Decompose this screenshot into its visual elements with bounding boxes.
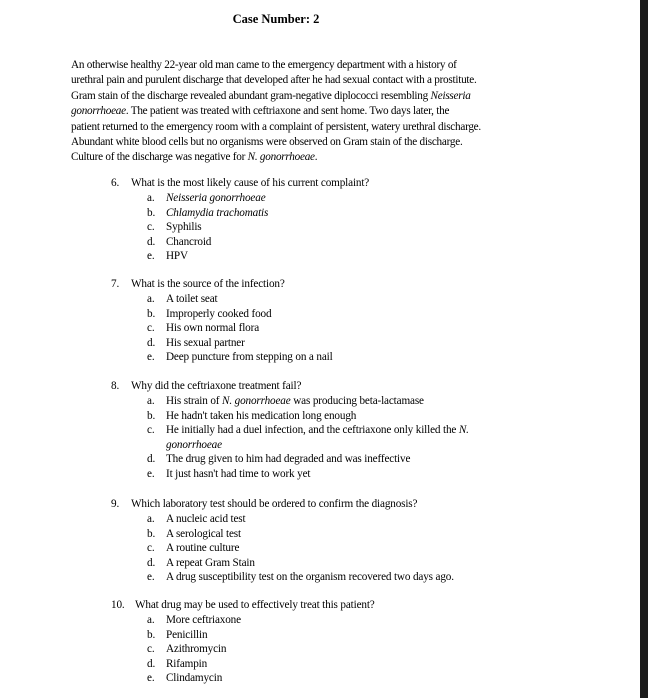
text-run: Clindamycin bbox=[166, 672, 223, 685]
text-run: Gram stain of the discharge revealed abundant gram-negative diplococci resembling bbox=[71, 89, 431, 102]
text-run: A toilet seat bbox=[166, 293, 218, 305]
paragraph-line bbox=[71, 104, 571, 119]
answer-option bbox=[111, 235, 551, 250]
option-letter: d. bbox=[147, 235, 156, 248]
option-letter: c. bbox=[147, 643, 155, 656]
answer-option bbox=[111, 249, 551, 264]
text-run: A routine culture bbox=[166, 542, 240, 555]
text-run: A drug susceptibility test on the organism recovered two days ago. bbox=[166, 571, 454, 584]
option-text bbox=[166, 642, 226, 657]
question-7 bbox=[111, 277, 551, 365]
option-text bbox=[166, 570, 454, 585]
option-text bbox=[166, 321, 259, 336]
option-text bbox=[166, 307, 271, 322]
option-text bbox=[166, 235, 211, 250]
answer-option bbox=[111, 541, 551, 556]
text-run: A serological test bbox=[166, 527, 241, 540]
paragraph-line bbox=[71, 73, 571, 88]
answer-option bbox=[111, 628, 551, 643]
text-run: Penicillin bbox=[166, 628, 208, 641]
question-text: What is the most likely cause of his current complaint? bbox=[131, 177, 370, 189]
question-text: Why did the ceftriaxone treatment fail? bbox=[131, 380, 302, 392]
option-text bbox=[166, 556, 255, 571]
option-text bbox=[166, 350, 333, 365]
answer-option bbox=[111, 527, 551, 542]
option-letter: c. bbox=[147, 322, 155, 335]
option-letter: b. bbox=[147, 527, 156, 540]
answer-option bbox=[111, 467, 551, 482]
text-run: More ceftriaxone bbox=[166, 614, 241, 626]
question-stem bbox=[111, 277, 551, 292]
question-stem bbox=[111, 176, 551, 191]
text-run: His sexual partner bbox=[166, 336, 245, 349]
question-number: 10. bbox=[111, 599, 125, 611]
option-text bbox=[166, 249, 188, 264]
answer-option bbox=[111, 350, 551, 365]
text-run: The drug given to him had degraded and was ineffective bbox=[166, 453, 411, 466]
text-run: was producing beta-lactamase bbox=[290, 395, 424, 407]
option-letter: d. bbox=[147, 336, 156, 349]
option-text bbox=[166, 467, 310, 482]
option-letter: e. bbox=[147, 571, 155, 584]
option-letter: a. bbox=[147, 395, 155, 407]
option-letter: e. bbox=[147, 467, 155, 480]
text-run: His strain of bbox=[166, 395, 223, 407]
option-text bbox=[166, 423, 469, 452]
option-letter: a. bbox=[147, 293, 155, 305]
text-run: Chancroid bbox=[166, 235, 212, 248]
text-run: Azithromycin bbox=[166, 643, 227, 656]
text-run: Syphilis bbox=[166, 221, 202, 234]
question-8 bbox=[111, 379, 551, 482]
option-text bbox=[166, 527, 241, 542]
paragraph-line bbox=[71, 135, 571, 150]
italic-text: Neisseria gonorrhoeae bbox=[166, 192, 266, 204]
question-number: 7. bbox=[111, 278, 120, 290]
text-run: A nucleic acid test bbox=[166, 513, 246, 525]
option-text bbox=[166, 541, 239, 556]
italic-text: Neisseria bbox=[430, 89, 471, 102]
option-text bbox=[166, 452, 410, 467]
option-text bbox=[166, 206, 268, 221]
text-run: He initially had a duel infection, and the ceftriaxone only killed the bbox=[166, 424, 459, 437]
question-stem bbox=[111, 598, 551, 613]
option-text bbox=[166, 657, 207, 672]
option-letter: d. bbox=[147, 556, 156, 569]
option-letter: a. bbox=[147, 192, 155, 204]
option-text bbox=[166, 409, 356, 424]
option-letter: b. bbox=[147, 307, 156, 320]
answer-option bbox=[111, 321, 551, 336]
text-run: urethral pain and purulent discharge that developed after he had sexual contact with a prostitute. bbox=[71, 74, 477, 87]
question-6 bbox=[111, 176, 551, 264]
answer-option bbox=[111, 642, 551, 657]
answer-option bbox=[111, 556, 551, 571]
text-run: Improperly cooked food bbox=[166, 307, 272, 320]
answer-options bbox=[111, 613, 551, 686]
option-text bbox=[166, 613, 241, 628]
text-run: . The patient was treated with ceftriaxone and sent home. Two days later, the bbox=[125, 105, 450, 118]
text-run: Deep puncture from stepping on a nail bbox=[166, 351, 333, 364]
text-run: An otherwise healthy 22-year old man came to the emergency department with a history of bbox=[71, 59, 457, 71]
question-number: 6. bbox=[111, 177, 120, 189]
option-letter: c. bbox=[147, 221, 155, 234]
answer-option bbox=[111, 394, 551, 409]
option-text bbox=[166, 628, 207, 643]
option-text bbox=[166, 191, 266, 206]
question-text: Which laboratory test should be ordered to confirm the diagnosis? bbox=[131, 498, 418, 510]
text-run: patient returned to the emergency room with a complaint of persistent, watery urethral discharge. bbox=[71, 120, 481, 133]
answer-option bbox=[111, 671, 551, 686]
option-text bbox=[166, 336, 245, 351]
option-letter: d. bbox=[147, 453, 156, 466]
paragraph-line bbox=[71, 120, 571, 135]
answer-option bbox=[111, 512, 551, 527]
question-stem bbox=[111, 379, 551, 394]
option-letter: c. bbox=[147, 424, 155, 437]
option-text bbox=[166, 671, 222, 686]
answer-options bbox=[111, 394, 551, 482]
answer-options bbox=[111, 191, 551, 264]
option-text bbox=[166, 512, 245, 527]
answer-option bbox=[111, 336, 551, 351]
answer-option bbox=[111, 191, 551, 206]
answer-option bbox=[111, 613, 551, 628]
text-run: HPV bbox=[166, 250, 188, 263]
option-letter: b. bbox=[147, 206, 156, 219]
italic-text: N. gonorrhoeae bbox=[247, 151, 315, 164]
answer-option bbox=[111, 206, 551, 221]
option-text bbox=[166, 394, 424, 409]
text-run: Rifampin bbox=[166, 657, 208, 670]
question-number: 8. bbox=[111, 380, 120, 392]
paragraph-line bbox=[71, 89, 571, 104]
option-text bbox=[166, 292, 218, 307]
text-run: His own normal flora bbox=[166, 322, 260, 335]
text-run: He hadn't taken his medication long enough bbox=[166, 409, 357, 422]
option-letter: a. bbox=[147, 513, 155, 525]
question-9 bbox=[111, 497, 551, 585]
answer-option bbox=[111, 570, 551, 585]
option-letter: e. bbox=[147, 672, 155, 685]
text-run: Culture of the discharge was negative for bbox=[71, 151, 248, 164]
option-letter: d. bbox=[147, 657, 156, 670]
question-stem bbox=[111, 497, 551, 512]
option-letter: b. bbox=[147, 409, 156, 422]
page-edge-border bbox=[640, 0, 648, 698]
text-run: A repeat Gram Stain bbox=[166, 556, 255, 569]
italic-text: N. bbox=[458, 424, 469, 437]
answer-option bbox=[111, 220, 551, 235]
option-letter: b. bbox=[147, 628, 156, 641]
answer-options bbox=[111, 292, 551, 365]
text-run: Abundant white blood cells but no organisms were observed on Gram stain of the discharge. bbox=[71, 136, 463, 149]
question-text: What is the source of the infection? bbox=[131, 278, 285, 290]
case-title: Case Number: 2 bbox=[232, 12, 320, 26]
case-description bbox=[71, 58, 571, 166]
question-text: What drug may be used to effectively treat this patient? bbox=[135, 599, 375, 611]
answer-option bbox=[111, 657, 551, 672]
italic-text: Chlamydia trachomatis bbox=[166, 206, 269, 219]
text-run: It just hasn't had time to work yet bbox=[166, 467, 311, 480]
option-letter: e. bbox=[147, 351, 155, 364]
answer-option bbox=[111, 452, 551, 467]
answer-option bbox=[111, 423, 551, 452]
answer-option bbox=[111, 307, 551, 322]
question-10 bbox=[111, 598, 551, 686]
text-run: . bbox=[314, 151, 318, 164]
question-number: 9. bbox=[111, 498, 120, 510]
italic-text: N. gonorrhoeae bbox=[222, 395, 291, 407]
option-letter: c. bbox=[147, 542, 155, 555]
italic-text: gonorrhoeae bbox=[166, 438, 222, 451]
option-letter: a. bbox=[147, 614, 155, 626]
answer-option bbox=[111, 409, 551, 424]
option-text bbox=[166, 220, 201, 235]
paragraph-line bbox=[71, 58, 571, 73]
option-letter: e. bbox=[147, 250, 155, 263]
italic-text: gonorrhoeae bbox=[71, 105, 126, 118]
answer-options bbox=[111, 512, 551, 585]
paragraph-line bbox=[71, 150, 571, 165]
answer-option bbox=[111, 292, 551, 307]
